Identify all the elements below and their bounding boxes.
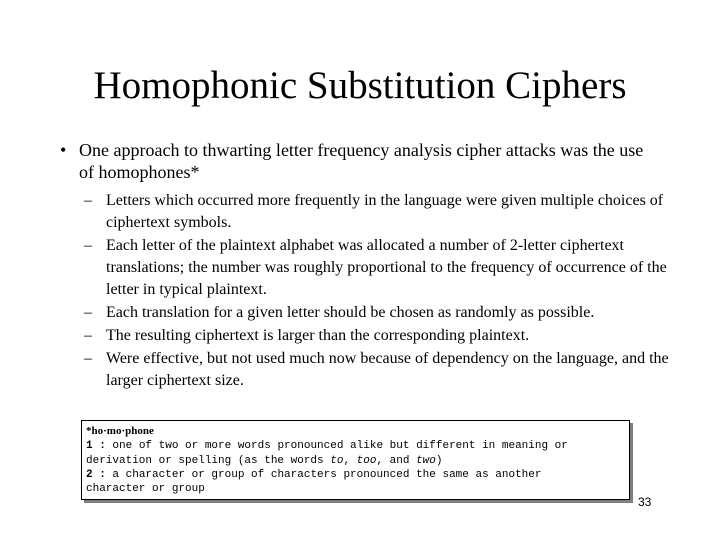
example-close: )	[435, 454, 443, 467]
example-word-too: too	[356, 454, 377, 467]
sub-bullet-text: Each translation for a given letter should be chosen as randomly as possible.	[106, 304, 595, 321]
sense-2-text: a character or group of characters pronounced the same as another	[105, 468, 542, 481]
main-bullet-text: One approach to thwarting letter frequency analysis cipher attacks was the use of homophones*	[79, 140, 644, 182]
sub-bullet-text: The resulting ciphertext is larger than the corresponding plaintext.	[106, 327, 530, 344]
sense-1-text: one of two or more words pronounced alike but different in meaning or	[105, 440, 568, 453]
sub-bullet-dash: –	[84, 192, 92, 209]
definition-box	[81, 420, 630, 500]
definition-headword: *ho·mo·phone	[86, 425, 154, 437]
sub-bullet-dash: –	[84, 237, 92, 254]
example-word-to: to	[330, 454, 344, 467]
sub-bullet-3	[84, 302, 674, 324]
definition-sense-1-line-1	[86, 439, 625, 453]
definition-sense-2-line-1	[86, 468, 625, 482]
sub-bullet-text: Letters which occurred more frequently in the language were given multiple choices of ciphertext symbols.	[106, 192, 664, 231]
slide-title: Homophonic Substitution Ciphers	[93, 64, 627, 107]
sub-bullet-dash: –	[84, 327, 92, 344]
sense-2-text-cont: character or group	[86, 483, 205, 496]
bullet-marker: •	[60, 140, 67, 160]
sub-bullet-5	[84, 348, 674, 392]
main-bullet	[60, 139, 660, 183]
page-number: 33	[638, 495, 652, 509]
sub-bullet-list	[84, 190, 674, 393]
sub-bullet-4	[84, 325, 674, 347]
sub-bullet-dash: –	[84, 304, 92, 321]
definition-sense-1-line-2	[86, 454, 625, 468]
sense-1-text-cont: derivation or spelling (as the words	[86, 454, 331, 467]
example-separator: , and	[376, 454, 417, 467]
example-word-two: two	[416, 454, 436, 467]
definition-headword-line	[86, 424, 625, 439]
sub-bullet-dash: –	[84, 350, 92, 367]
sub-bullet-text: Were effective, but not used much now because of dependency on the language, and the larger ciphertext size.	[106, 350, 669, 389]
sub-bullet-2	[84, 235, 674, 301]
definition-sense-2-line-2	[86, 482, 625, 496]
sub-bullet-text: Each letter of the plaintext alphabet was allocated a number of 2-letter ciphertext translations; the number was roughly proportional to the frequency of occurrence of the letter in typical plaintext.	[106, 237, 667, 298]
sense-2-number: 2 :	[86, 468, 106, 481]
example-separator: ,	[343, 454, 357, 467]
sub-bullet-1	[84, 190, 674, 234]
sense-1-number: 1 :	[86, 440, 106, 453]
